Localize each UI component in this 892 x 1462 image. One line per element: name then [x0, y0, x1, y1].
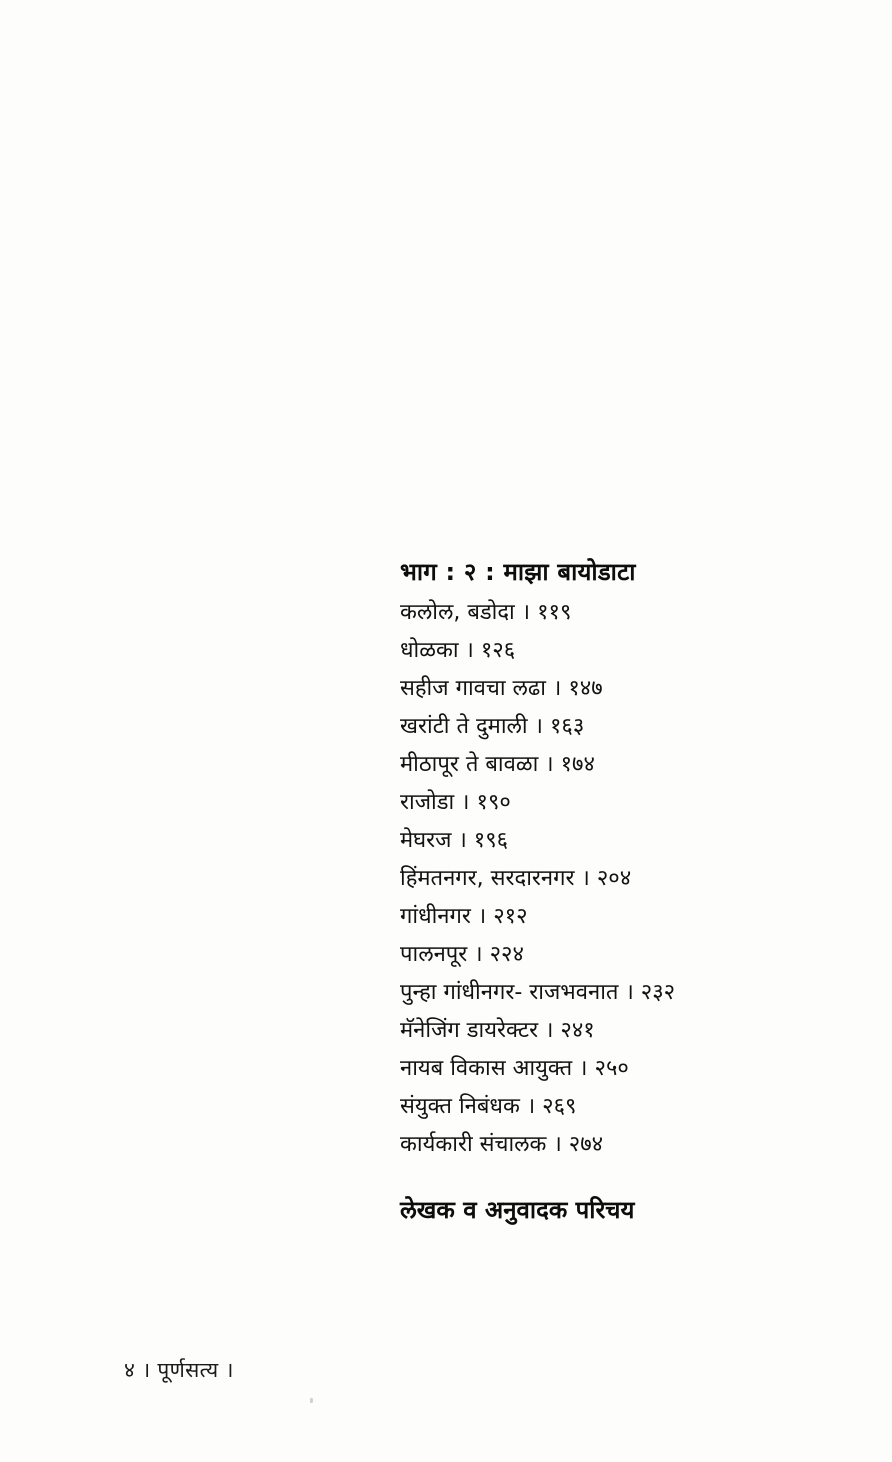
list-item: कलोल, बडोदा । ११९	[400, 600, 572, 626]
page-footer: ४ । पूर्णसत्य ।	[124, 1358, 234, 1382]
toc-section-heading: भाग : २ : माझा बायोडाटा	[400, 558, 636, 586]
paper-speck	[310, 1398, 313, 1403]
list-item: हिंमतनगर, सरदारनगर । २०४	[400, 866, 632, 892]
list-item: संयुक्त निबंधक । २६९	[400, 1094, 577, 1120]
list-item: धोळका । १२६	[400, 638, 516, 664]
table-of-contents	[400, 556, 840, 1227]
toc-entry-list	[400, 594, 840, 1164]
list-item: पुन्हा गांधीनगर- राजभवनात । २३२	[400, 980, 676, 1006]
list-item: खरांटी ते दुमाली । १६३	[400, 714, 585, 740]
list-item: पालनपूर । २२४	[400, 942, 524, 968]
list-item: राजोडा । १९०	[400, 790, 511, 816]
toc-closing-heading: लेखक व अनुवादक परिचय	[400, 1196, 635, 1225]
list-item: गांधीनगर । २१२	[400, 904, 528, 930]
list-item: सहीज गावचा लढा । १४७	[400, 676, 603, 702]
list-item: मीठापूर ते बावळा । १७४	[400, 752, 595, 778]
list-item: मॅनेजिंग डायरेक्टर । २४१	[400, 1018, 595, 1044]
list-item: नायब विकास आयुक्त । २५०	[400, 1056, 629, 1082]
list-item: मेघरज । १९६	[400, 828, 509, 854]
list-item: कार्यकारी संचालक । २७४	[400, 1132, 604, 1158]
